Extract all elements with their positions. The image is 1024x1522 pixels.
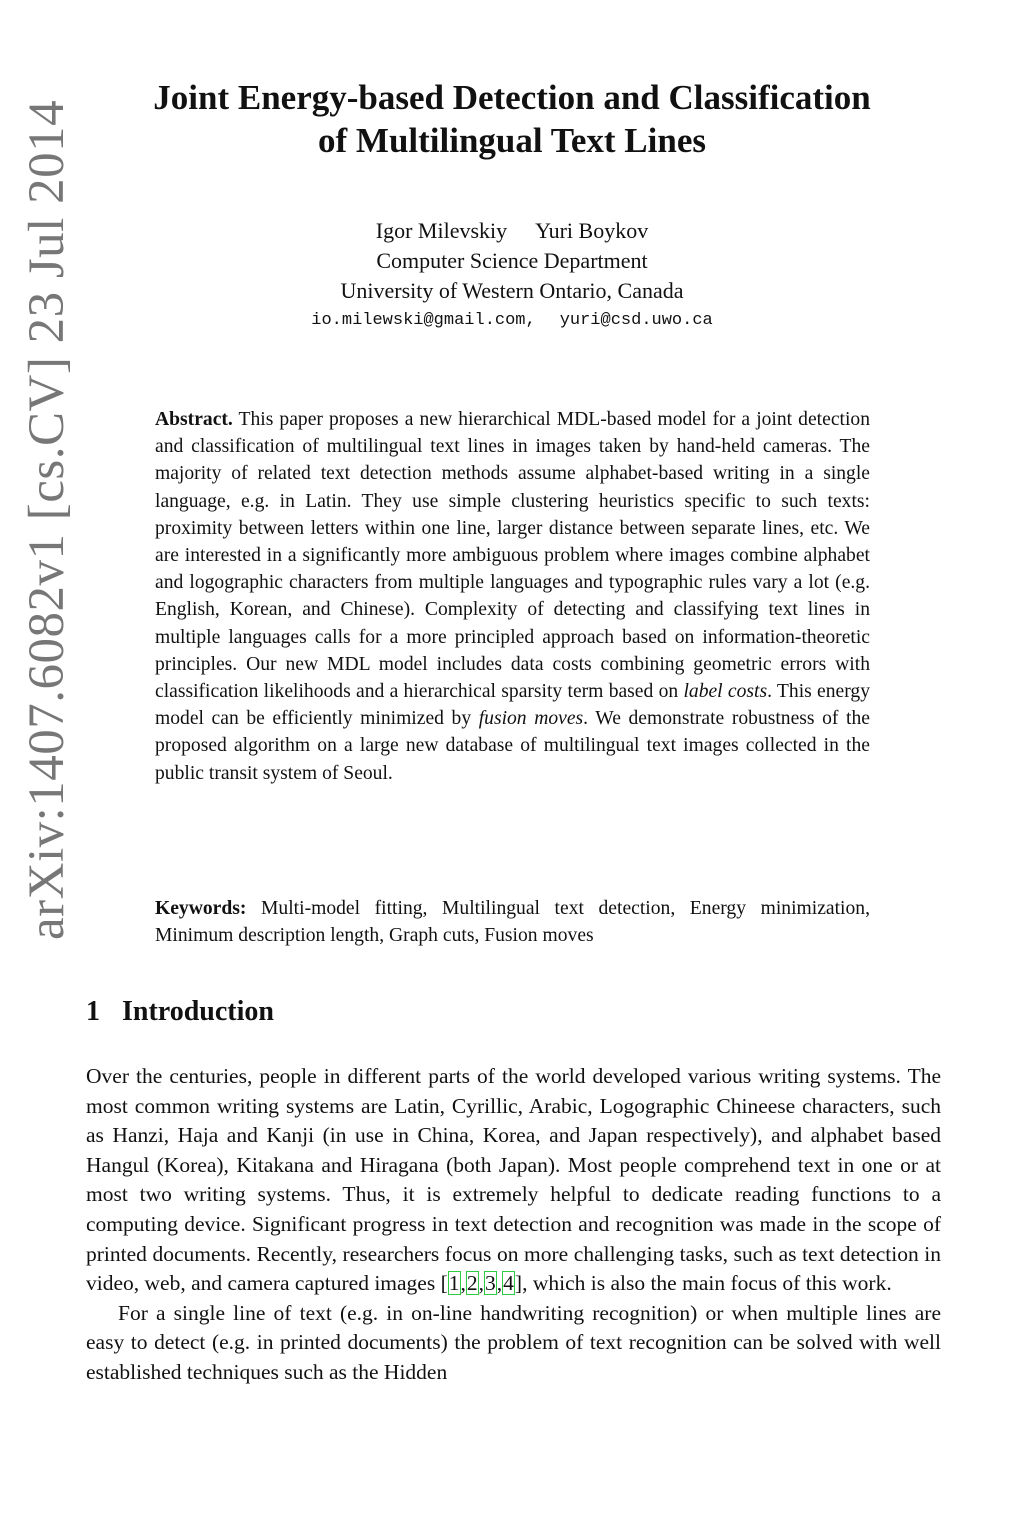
citation-link[interactable]: 4 (503, 1271, 514, 1296)
title-line-1: Joint Energy-based Detection and Classification (153, 78, 871, 117)
abstract (155, 406, 870, 787)
abstract-emphasis: fusion moves (478, 708, 584, 730)
paragraph-text: Over the centuries, people in different parts of the world developed various writing systems. The most common writing systems are Latin, Cyrillic, Arabic, Logographic Chineese characters, such as Hanzi, Haja and Kanji (in use in China, Korea, and Japan respectively), and alphabet based Hangul (Korea), Kitakana and Hiragana (both Japan). Most people comprehend text in one or at most two writing systems. Thus, it is extremely helpful to dedicate reading functions to a computing device. Significant progress in text detection and recognition was made in the scope of printed documents. Recently, researchers focus on more challenging tasks, such as text detection in video, web, and camera captured images (86, 1064, 941, 1296)
arxiv-identifier-stamp: arXiv:1407.6082v1 [cs.CV] 23 Jul 2014 (19, 99, 75, 940)
citation-link[interactable]: 2 (466, 1271, 478, 1296)
university: University of Western Ontario, Canada (340, 278, 684, 303)
author-names (200, 216, 824, 246)
title-line-2: of Multilingual Text Lines (318, 121, 706, 160)
department: Computer Science Department (376, 248, 648, 273)
keywords (155, 895, 870, 949)
abstract-emphasis: label costs (683, 681, 768, 703)
abstract-text: . We demonstrate robustness of the proposed algorithm on a large new database of multilingual text images collected in the public transit system of Seoul. (155, 708, 870, 784)
paragraph-text: , which is also the main focus of this work. (522, 1271, 892, 1296)
paragraph: For a single line of text (e.g. in on-line handwriting recognition) or when multiple lines are easy to detect (e.g. in printed documents) the problem of text recognition can be solved with well established techniques such as the Hidden (86, 1300, 941, 1384)
keywords-text: Multi-model fitting, Multilingual text detection, Energy minimization, Minimum description length, Graph cuts, Fusion moves (155, 898, 870, 947)
author-name: Igor Milevskiy (375, 218, 508, 243)
citation-link[interactable]: 1 (448, 1271, 460, 1296)
section-number: 1 (86, 996, 100, 1027)
citation-open-bracket: [ (440, 1271, 448, 1296)
introduction-body (86, 1062, 941, 1388)
abstract-text: . This energy model can be efficiently minimized by (155, 681, 870, 730)
citation-link[interactable]: 3 (485, 1271, 496, 1296)
abstract-label: Abstract. (155, 409, 233, 430)
section-heading (86, 996, 274, 1028)
email-link[interactable]: io.milewski@gmail.com, (311, 311, 536, 330)
author-emails (200, 306, 824, 336)
paper-title (80, 76, 944, 162)
citation-close-bracket: ] (514, 1271, 523, 1296)
keywords-label: Keywords: (155, 898, 247, 919)
email-link[interactable]: yuri@csd.uwo.ca (559, 311, 713, 330)
abstract-text: This paper proposes a new hierarchical MDL-based model for a joint detection and classification of multilingual text lines in images taken by hand-held cameras. The majority of related text detection methods assume alphabet-based writing in a single language, e.g. in Latin. They use simple clustering heuristics specific to such texts: proximity between letters within one line, larger distance between separate lines, etc. We are interested in a significantly more ambiguous problem where images combine alphabet and logographic characters from multiple languages and typographic rules vary a lot (e.g. English, Korean, and Chinese). Complexity of detecting and classifying text lines in multiple languages calls for a more principled approach based on information-theoretic principles. Our new MDL model includes data costs combining geometric errors with classification likelihoods and a hierarchical sparsity term based on (155, 409, 870, 703)
paragraph: Over the centuries, people in different parts of the world developed various writing systems. The most common writing systems are Latin, Cyrillic, Arabic, Logographic Chineese characters, such as Hanzi, Haja and Kanji (in use in China, Korea, and Japan respectively), and alphabet based Hangul (Korea), Kitakana and Hiragana (both Japan). Most people comprehend text in one or at most two writing systems. Thus, it is extremely helpful to dedicate reading functions to a computing device. Significant progress in text detection and recognition was made in the scope of printed documents. Recently, researchers focus on more challenging tasks, such as text detection in video, web, and camera captured images [1,2,3,4], which is also the main focus of this work. (86, 1064, 941, 1296)
section-title: Introduction (122, 996, 274, 1027)
author-name: Yuri Boykov (535, 218, 649, 243)
author-block (200, 216, 824, 336)
